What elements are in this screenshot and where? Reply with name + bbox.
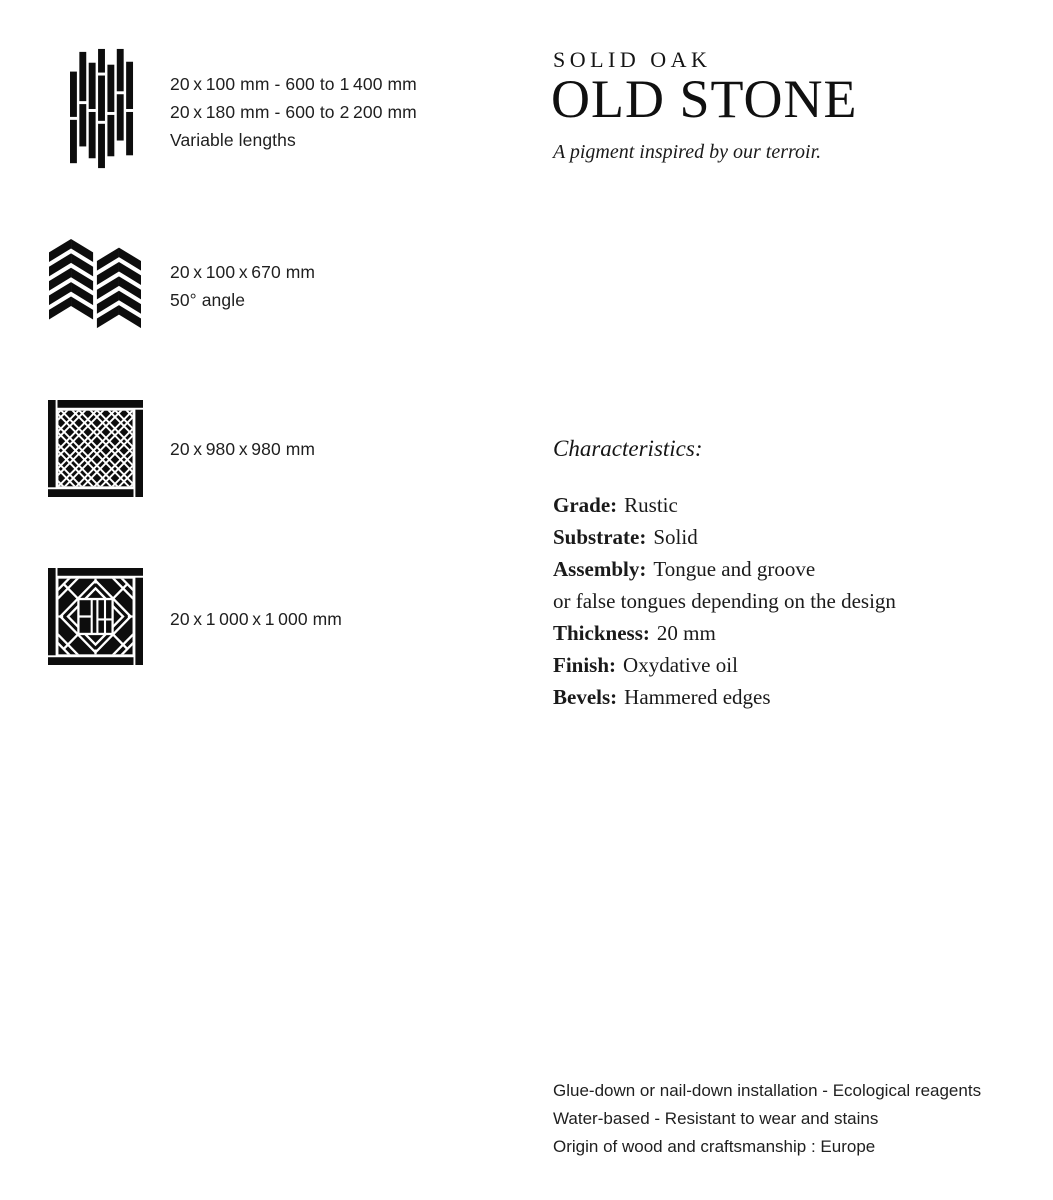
characteristic-value: or false tongues depending on the design xyxy=(553,589,896,613)
characteristic-value: 20 mm xyxy=(656,621,716,645)
format-dimension-line: 20 x 980 x 980 mm xyxy=(170,439,316,459)
format-dimension-line: 20 x 100 mm - 600 to 1 400 mm xyxy=(170,74,417,94)
format-versailles-specs xyxy=(170,605,342,633)
installation-note-line: Water-based - Resistant to wear and stains xyxy=(553,1109,879,1128)
product-title: OLD STONE xyxy=(551,69,858,129)
installation-note-line: Glue-down or nail-down installation - Ecological reagents xyxy=(553,1081,982,1100)
collection-name: SOLID OAK xyxy=(553,47,712,72)
characteristic-row xyxy=(553,553,896,585)
characteristic-row xyxy=(553,521,896,553)
characteristic-label: Thickness: xyxy=(553,621,650,645)
format-dimension-line: 20 x 100 x 670 mm xyxy=(170,262,316,282)
format-strips-specs xyxy=(170,70,417,154)
characteristics-list xyxy=(553,489,896,713)
weave-panel-icon xyxy=(48,400,143,497)
characteristic-label: Substrate: xyxy=(553,525,647,549)
characteristic-row xyxy=(553,649,896,681)
format-dimension-line: Variable lengths xyxy=(170,130,296,150)
installation-notes xyxy=(553,1077,1023,1161)
characteristic-value: Oxydative oil xyxy=(623,653,738,677)
characteristic-row xyxy=(553,617,896,649)
format-dimension-line: 50° angle xyxy=(170,290,246,310)
characteristic-value: Tongue and groove xyxy=(653,557,816,581)
characteristic-row xyxy=(553,489,896,521)
characteristic-label: Grade: xyxy=(553,493,618,517)
characteristic-label: Assembly: xyxy=(553,557,647,581)
characteristic-label: Finish: xyxy=(553,653,617,677)
characteristic-row xyxy=(553,681,896,713)
characteristics-heading: Characteristics: xyxy=(553,436,703,461)
format-dimension-line: 20 x 180 mm - 600 to 2 200 mm xyxy=(170,102,417,122)
characteristic-label: Bevels: xyxy=(553,685,618,709)
format-weave-specs xyxy=(170,435,315,463)
format-dimension-line: 20 x 1 000 x 1 000 mm xyxy=(170,609,342,629)
characteristic-value: Hammered edges xyxy=(624,685,771,709)
format-chevron-specs xyxy=(170,258,315,314)
chevron-parquet-icon xyxy=(49,238,141,330)
product-tagline: A pigment inspired by our terroir. xyxy=(553,141,822,163)
random-length-strips-icon xyxy=(70,47,135,173)
installation-note-line: Origin of wood and craftsmanship : Europe xyxy=(553,1137,876,1156)
versailles-panel-icon xyxy=(48,568,143,665)
characteristic-value: Solid xyxy=(653,525,698,549)
characteristic-row xyxy=(553,585,896,617)
characteristic-value: Rustic xyxy=(624,493,678,517)
